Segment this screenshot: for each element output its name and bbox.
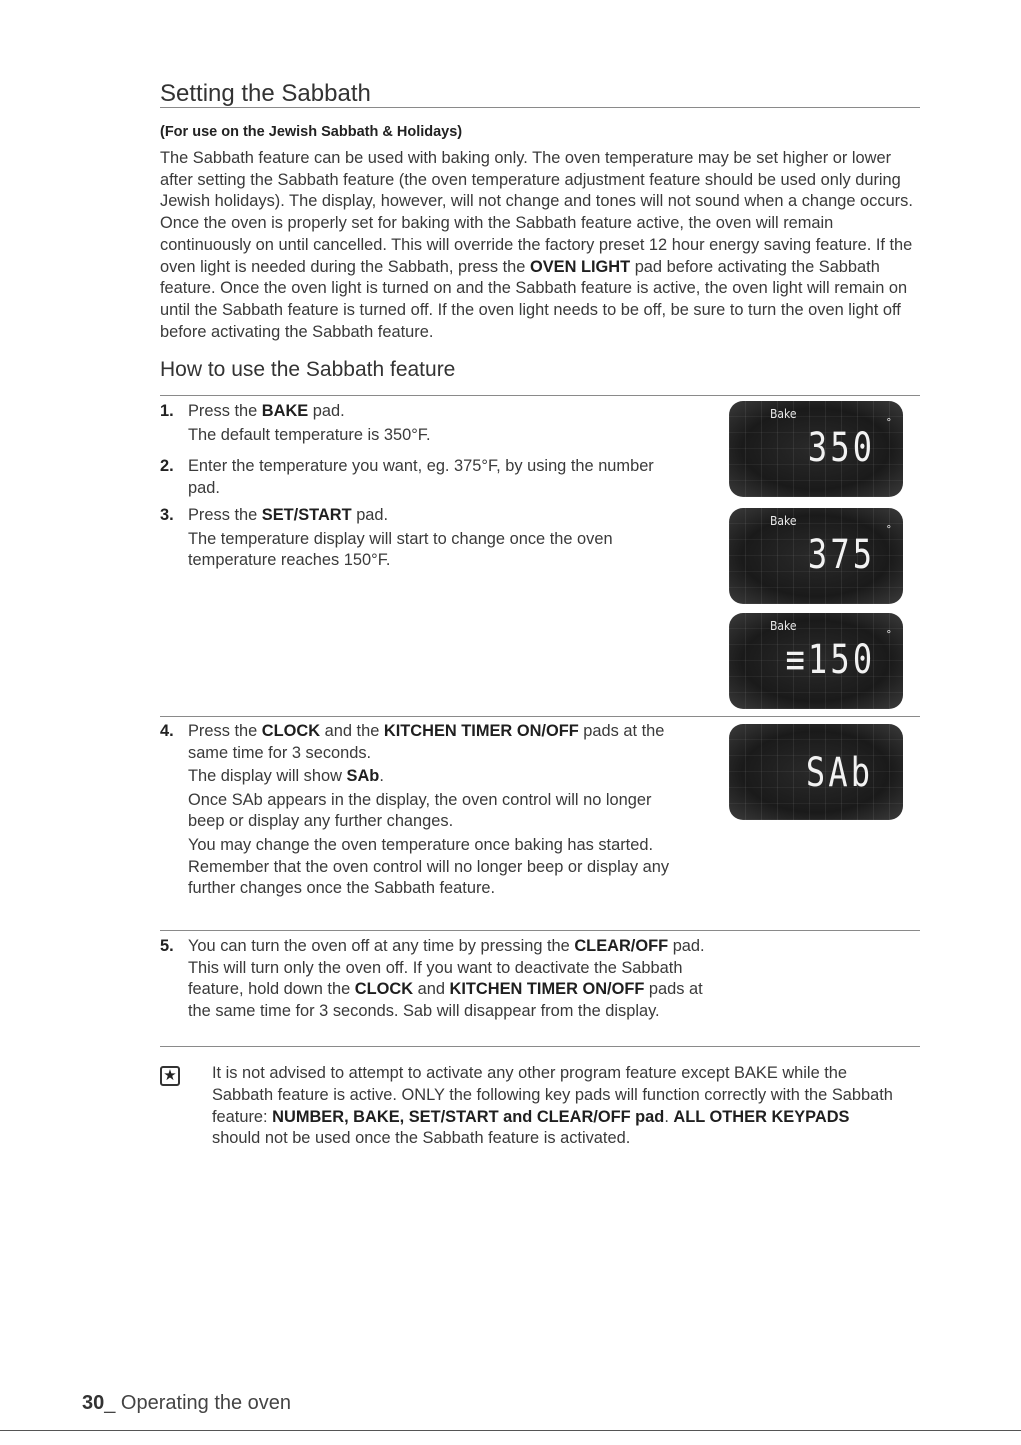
display-temperature: 350 — [807, 425, 875, 471]
step-rule — [160, 930, 920, 931]
display-sab-text: SAb — [346, 767, 380, 786]
oven-display-sab — [729, 724, 903, 820]
step-number: 3. — [160, 506, 174, 524]
step-text: pad. This will turn only the oven off. If you want to deactivate the Sabbath feature, hold down the — [188, 937, 705, 999]
step-rule — [160, 716, 920, 717]
note-part: should not be used once the Sabbath feature is activated. — [212, 1129, 631, 1148]
oven-display-350 — [729, 401, 903, 497]
intro-paragraph — [160, 148, 924, 343]
note-part: . — [664, 1107, 674, 1126]
subtitle: (For use on the Jewish Sabbath & Holidays) — [160, 124, 463, 140]
display-temperature: ≡150 — [785, 637, 875, 683]
page-title: Setting the Sabbath — [160, 80, 371, 107]
step-1 — [160, 401, 705, 448]
oven-display-375 — [729, 508, 903, 604]
key-kitchen-timer: KITCHEN TIMER ON/OFF — [383, 722, 579, 740]
display-temperature: 375 — [807, 532, 875, 578]
degree-symbol: ° — [886, 524, 891, 536]
step-number: 2. — [160, 457, 174, 475]
step-number: 1. — [160, 402, 174, 420]
key-clock: CLOCK — [354, 980, 414, 999]
intro-text-1: The Sabbath feature can be used with baking only. The oven temperature may be set higher or lower after setting the Sabbath feature (the oven temperature adjustment feature should be used only during Jewish holidays). The display, however, will not change and tones will not sound when a change occurs. Once the oven is properly set for baking with the Sabbath feature active, the oven will remain continuously on until cancelled. This will override the factory preset 12 hour energy saving feature. If the oven light is needed during the Sabbath, press the — [160, 149, 913, 276]
step-note: Once SAb appears in the display, the oven control will no longer beep or display any further changes. — [188, 790, 652, 831]
note-bold-keypads: NUMBER, BAKE, SET/START and CLEAR/OFF pad — [272, 1107, 665, 1126]
step-3 — [160, 505, 655, 574]
page-number: 30 — [82, 1392, 105, 1414]
intro-text-2: pad before activating the Sabbath feature. Once the oven light is turned on and the Sabbath feature is active, the oven light will remain on until the Sabbath feature is turned off. If the oven light needs to be off, be sure to turn the oven light off before activating the Sabbath feature. — [160, 257, 908, 341]
key-kitchen-timer: KITCHEN TIMER ON/OFF — [449, 980, 645, 999]
display-sab: SAb — [805, 750, 873, 796]
key-set-start: SET/START — [261, 506, 352, 524]
oven-display-150 — [729, 613, 903, 709]
step-note: The default temperature is 350°F. — [188, 425, 431, 444]
step-number: 4. — [160, 722, 174, 740]
step-number: 5. — [160, 937, 174, 955]
footer-rule — [0, 1430, 1021, 1431]
degree-symbol: ° — [886, 417, 891, 429]
display-mode-label: Bake — [770, 514, 797, 528]
step-text: pad. — [308, 402, 345, 420]
note-part: It is not advised to attempt to activate any other program feature except BAKE while the Sabbath feature is active. ONLY the following key pads will function correctly with the Sabbath feature: — [212, 1064, 893, 1126]
step-text: pads at the same time for 3 seconds. — [188, 722, 665, 762]
title-rule — [160, 107, 920, 108]
note-star-icon: ★ — [160, 1066, 180, 1086]
step-text: and the — [320, 722, 384, 740]
step-text: and — [413, 980, 450, 999]
note-bold-all-other: ALL OTHER KEYPADS — [673, 1107, 850, 1126]
step-text: The display will show — [188, 767, 347, 786]
step-4 — [160, 721, 690, 902]
step-text: Press the — [188, 722, 262, 740]
note-text — [212, 1063, 902, 1150]
page-footer — [82, 1392, 291, 1415]
degree-symbol: ° — [886, 629, 891, 641]
section-title: How to use the Sabbath feature — [160, 358, 456, 381]
step-5 — [160, 936, 710, 1024]
key-bake: BAKE — [261, 402, 309, 420]
intro-bold-oven-light: OVEN LIGHT — [529, 257, 631, 276]
step-note: The temperature display will start to change once the oven temperature reaches 150°F. — [188, 529, 613, 570]
display-mode-label: Bake — [770, 407, 797, 421]
step-text: pads at the same time for 3 seconds. Sab will disappear from the display. — [188, 980, 703, 1020]
step-2 — [160, 456, 680, 501]
step-rule — [160, 1046, 920, 1047]
step-note: You may change the oven temperature once baking has started. Remember that the oven control will no longer beep or display any further changes once the Sabbath feature. — [188, 835, 670, 898]
step-text: Press the — [188, 402, 262, 420]
section-rule — [160, 395, 920, 396]
step-text: pad. — [351, 506, 389, 524]
footer-section: _ Operating the oven — [104, 1392, 292, 1414]
step-text: . — [379, 767, 384, 786]
step-text: Enter the temperature you want, eg. 375°F, by using the number pad. — [188, 457, 654, 497]
step-text: You can turn the oven off at any time by pressing the — [188, 937, 575, 955]
key-clear-off: CLEAR/OFF — [574, 937, 669, 955]
display-mode-label: Bake — [770, 619, 797, 633]
key-clock: CLOCK — [261, 722, 321, 740]
step-text: Press the — [188, 506, 262, 524]
